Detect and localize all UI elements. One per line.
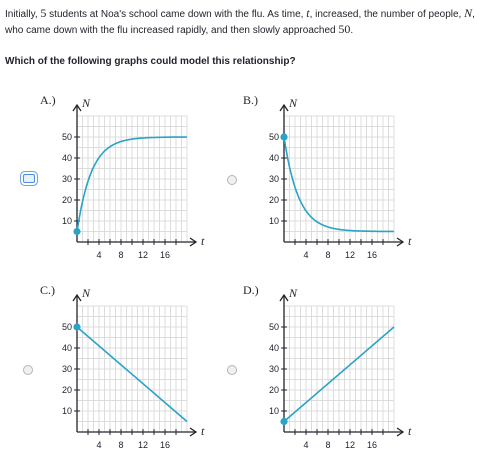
x-tick-label: 12 — [344, 440, 356, 450]
data-point — [73, 323, 80, 330]
x-tick-label: 8 — [118, 250, 124, 260]
problem-statement — [5, 6, 500, 38]
math-variable-t: t — [306, 6, 310, 20]
y-tick-label: 20 — [268, 385, 279, 395]
graph — [262, 275, 422, 460]
y-tick-label: 10 — [268, 216, 279, 226]
graph — [55, 275, 215, 460]
x-tick-label: 8 — [325, 440, 331, 450]
y-tick-label: 20 — [268, 195, 279, 205]
problem-text: Initially, — [5, 9, 41, 20]
choice-b[interactable] — [243, 85, 500, 275]
x-tick-label: 16 — [159, 440, 171, 450]
x-tick-label: 4 — [303, 250, 309, 260]
x-tick-label: 8 — [118, 440, 124, 450]
x-tick-label: 12 — [137, 440, 149, 450]
choice-d[interactable] — [243, 275, 500, 465]
y-tick-label: 20 — [61, 385, 72, 395]
problem-text: . — [350, 25, 354, 36]
x-tick-label: 4 — [96, 250, 102, 260]
x-tick-label: 16 — [159, 250, 171, 260]
y-tick-label: 40 — [61, 343, 72, 353]
y-tick-label: 10 — [61, 406, 72, 416]
x-tick-label: 12 — [137, 250, 149, 260]
y-tick-label: 40 — [268, 153, 279, 163]
y-tick-label: 50 — [268, 132, 279, 142]
x-axis-label: t — [201, 234, 205, 248]
problem-text: who came down with the flu increased rapidly, and then slowly approached — [5, 25, 339, 36]
y-axis-label: N — [82, 286, 91, 300]
x-axis-label: t — [408, 424, 412, 438]
math-variable-n: N — [464, 6, 473, 20]
y-tick-label: 50 — [61, 132, 72, 142]
question-prompt: Which of the following graphs could model this relationship? — [5, 56, 296, 67]
choice-a[interactable] — [0, 85, 250, 275]
problem-text: , — [472, 9, 475, 20]
math-initial-value: 5 — [40, 6, 47, 20]
choice-label: B.) — [243, 93, 258, 107]
x-tick-label: 16 — [366, 440, 378, 450]
y-tick-label: 30 — [61, 174, 72, 184]
x-tick-label: 16 — [366, 250, 378, 260]
y-tick-label: 40 — [61, 153, 72, 163]
y-tick-label: 50 — [61, 322, 72, 332]
x-tick-label: 4 — [96, 440, 102, 450]
choice-label: A.) — [40, 93, 56, 107]
radio-button[interactable] — [23, 365, 33, 375]
x-tick-label: 4 — [303, 440, 309, 450]
y-axis-label: N — [289, 96, 298, 110]
graph — [55, 85, 215, 270]
y-tick-label: 20 — [61, 195, 72, 205]
problem-text: students at Noa's school came down with the flu. As time, — [46, 9, 307, 20]
radio-button[interactable] — [23, 174, 35, 183]
radio-button[interactable] — [227, 175, 237, 185]
y-tick-label: 30 — [268, 364, 279, 374]
problem-text: , increased, the number of people, — [309, 9, 465, 20]
data-point — [280, 133, 287, 140]
choice-label: C.) — [40, 283, 55, 297]
x-axis-label: t — [201, 424, 205, 438]
choice-c[interactable] — [0, 275, 250, 465]
y-tick-label: 30 — [268, 174, 279, 184]
x-tick-label: 12 — [344, 250, 356, 260]
x-tick-label: 8 — [325, 250, 331, 260]
y-axis-label: N — [289, 286, 298, 300]
radio-button[interactable] — [227, 365, 237, 375]
y-axis-label: N — [82, 96, 91, 110]
graph — [262, 85, 422, 270]
y-tick-label: 40 — [268, 343, 279, 353]
data-point — [280, 418, 287, 425]
data-point — [73, 228, 80, 235]
x-axis-label: t — [408, 234, 412, 248]
math-limit-value: 50 — [338, 22, 351, 36]
y-tick-label: 10 — [61, 216, 72, 226]
y-tick-label: 50 — [268, 322, 279, 332]
y-tick-label: 10 — [268, 406, 279, 416]
choice-label: D.) — [243, 283, 259, 297]
y-tick-label: 30 — [61, 364, 72, 374]
